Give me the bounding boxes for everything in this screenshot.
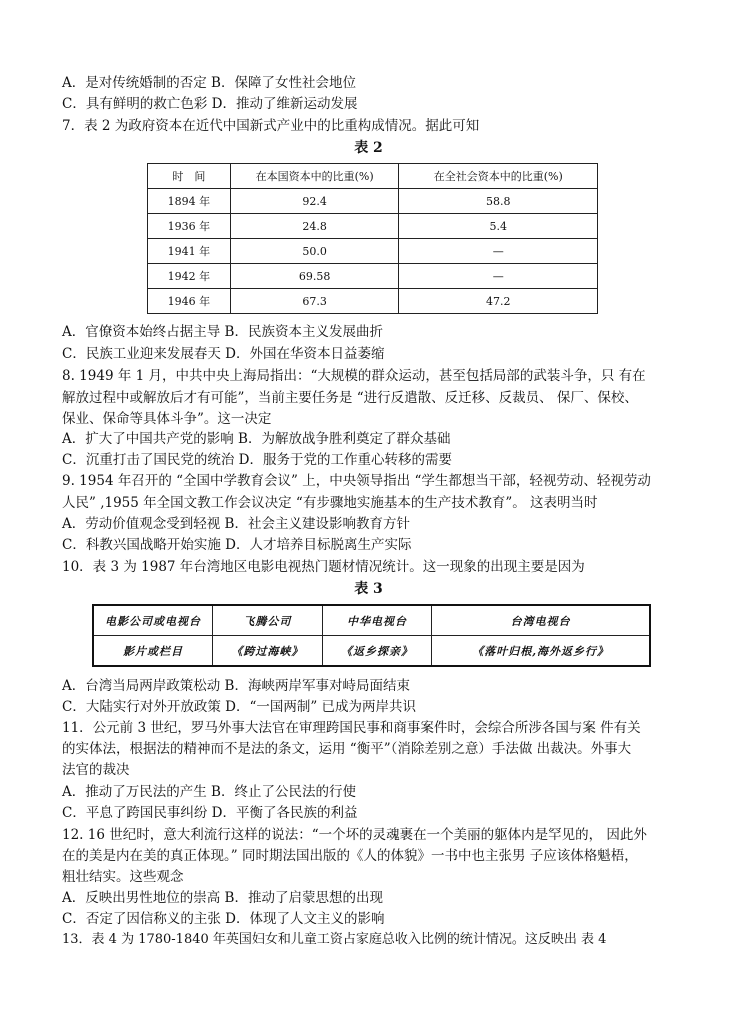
table-header-cell: 时 间 xyxy=(148,164,231,189)
text-line: 7．表 2 为政府资本在近代中国新式产业中的比重构成情况。据此可知 xyxy=(62,118,480,134)
table-cell: 5.4 xyxy=(399,214,598,239)
text-line: A．官僚资本始终占据主导 B．民族资本主义发展曲折 xyxy=(62,324,383,340)
text-line: 解放过程中或解放后才有可能”，当前主要任务是 “进行反遣散、反迁移、反裁员、 保厂、保校、 xyxy=(62,390,638,406)
text-line: A．劳动价值观念受到轻视 B．社会主义建设影响教育方针 xyxy=(62,516,410,532)
text-line: 人民” ,1955 年全国文教工作会议决定 “有步骤地实施基本的生产技术教育”。 这表明当时 xyxy=(62,495,598,511)
table-row xyxy=(148,239,598,264)
text-line: 粗壮结实。这些观念 xyxy=(62,869,184,885)
table-row xyxy=(148,189,598,214)
text-line: 11．公元前 3 世纪，罗马外事大法官在审理跨国民事和商事案件时，会综合所涉各国与案 件有关 xyxy=(62,720,641,736)
text-line: C．科教兴国战略开始实施 D．人才培养目标脱离生产实际 xyxy=(62,537,412,553)
text-line: 在的美是内在美的真正体现。” 同时期法国出版的《人的体貌》一书中也主张男 子应该体格魁梧， xyxy=(62,848,638,864)
text-line: 8. 1949 年 1 月，中共中央上海局指出：“大规模的群众运动，甚至包括局部的武装斗争，只 有在 xyxy=(62,368,646,384)
text-line: C．具有鲜明的救亡色彩 D．推动了维新运动发展 xyxy=(62,96,358,112)
table-cell: 台湾电视台 xyxy=(432,605,650,636)
table3-caption: 表 3 xyxy=(354,581,383,597)
text-line: 保业、保命等具体斗争”。这一决定 xyxy=(62,411,272,427)
text-line: 9. 1954 年召开的 “全国中学教育会议” 上，中央领导指出 “学生都想当干部，轻视劳动、轻视劳动 xyxy=(62,473,651,489)
table-cell: 中华电视台 xyxy=(322,605,432,636)
table-cell: 《返乡探亲》 xyxy=(322,636,432,667)
table-cell: 69.58 xyxy=(230,264,399,289)
text-line: C．沉重打击了国民党的统治 D．服务于党的工作重心转移的需要 xyxy=(62,452,452,468)
table-row xyxy=(148,214,598,239)
table-header-cell: 在全社会资本中的比重(%) xyxy=(399,164,598,189)
table-row xyxy=(148,289,598,314)
table-cell: 1941 年 xyxy=(148,239,231,264)
table-cell: 47.2 xyxy=(399,289,598,314)
table-cell: 《跨过海峡》 xyxy=(213,636,323,667)
table-header-cell: 在本国资本中的比重(%) xyxy=(230,164,399,189)
text-line: C．民族工业迎来发展春天 D．外国在华资本日益萎缩 xyxy=(62,346,385,362)
table2-caption: 表 2 xyxy=(354,140,383,156)
table-cell: 1946 年 xyxy=(148,289,231,314)
text-line: A．台湾当局两岸政策松动 B．海峡两岸军事对峙局面结束 xyxy=(62,678,410,694)
table-cell: 92.4 xyxy=(230,189,399,214)
text-line: A．是对传统婚制的否定 B．保障了女性社会地位 xyxy=(62,75,356,91)
table-header-row xyxy=(148,164,598,189)
table-row xyxy=(93,605,650,636)
table-cell: 1936 年 xyxy=(148,214,231,239)
table-cell: 58.8 xyxy=(399,189,598,214)
text-line: 13．表 4 为 1780-1840 年英国妇女和儿童工资占家庭总收入比例的统计情况。这反映出 表 4 xyxy=(62,932,607,947)
table-cell: 1942 年 xyxy=(148,264,231,289)
text-line: 10．表 3 为 1987 年台湾地区电影电视热门题材情况统计。这一现象的出现主要是因为 xyxy=(62,559,585,575)
table-cell: 《落叶归根,海外返乡行》 xyxy=(432,636,650,667)
table-cell: 24.8 xyxy=(230,214,399,239)
table-cell: 影片或栏目 xyxy=(93,636,213,667)
text-line: A．推动了万民法的产生 B．终止了公民法的行使 xyxy=(62,784,356,800)
text-line: C．大陆实行对外开放政策 D．“一国两制” 已成为两岸共识 xyxy=(62,699,417,715)
text-line: A．扩大了中国共产党的影响 B．为解放战争胜利奠定了群众基础 xyxy=(62,431,451,447)
table-cell: 电影公司或电视台 xyxy=(93,605,213,636)
table-cell: 1894 年 xyxy=(148,189,231,214)
table-2 xyxy=(147,163,598,314)
table-cell: — xyxy=(399,264,598,289)
table-3 xyxy=(92,604,651,667)
table-cell: — xyxy=(399,239,598,264)
text-line: C．否定了因信称义的主张 D．体现了人文主义的影响 xyxy=(62,911,385,927)
text-line: 法官的裁决 xyxy=(62,762,130,778)
text-line: 12. 16 世纪时，意大利流行这样的说法：“一个坏的灵魂裹在一个美丽的躯体内是罕见的， 因此外 xyxy=(62,827,647,843)
table-row xyxy=(93,636,650,667)
table-cell: 50.0 xyxy=(230,239,399,264)
text-line: C．平息了跨国民事纠纷 D．平衡了各民族的利益 xyxy=(62,805,358,821)
table-cell: 飞腾公司 xyxy=(213,605,323,636)
text-line: A．反映出男性地位的崇高 B．推动了启蒙思想的出现 xyxy=(62,890,383,906)
text-line: 的实体法，根据法的精神而不是法的条文，运用 “衡平”（消除差别之意）手法做 出裁决。外事大 xyxy=(62,741,632,757)
table-cell: 67.3 xyxy=(230,289,399,314)
table-row xyxy=(148,264,598,289)
